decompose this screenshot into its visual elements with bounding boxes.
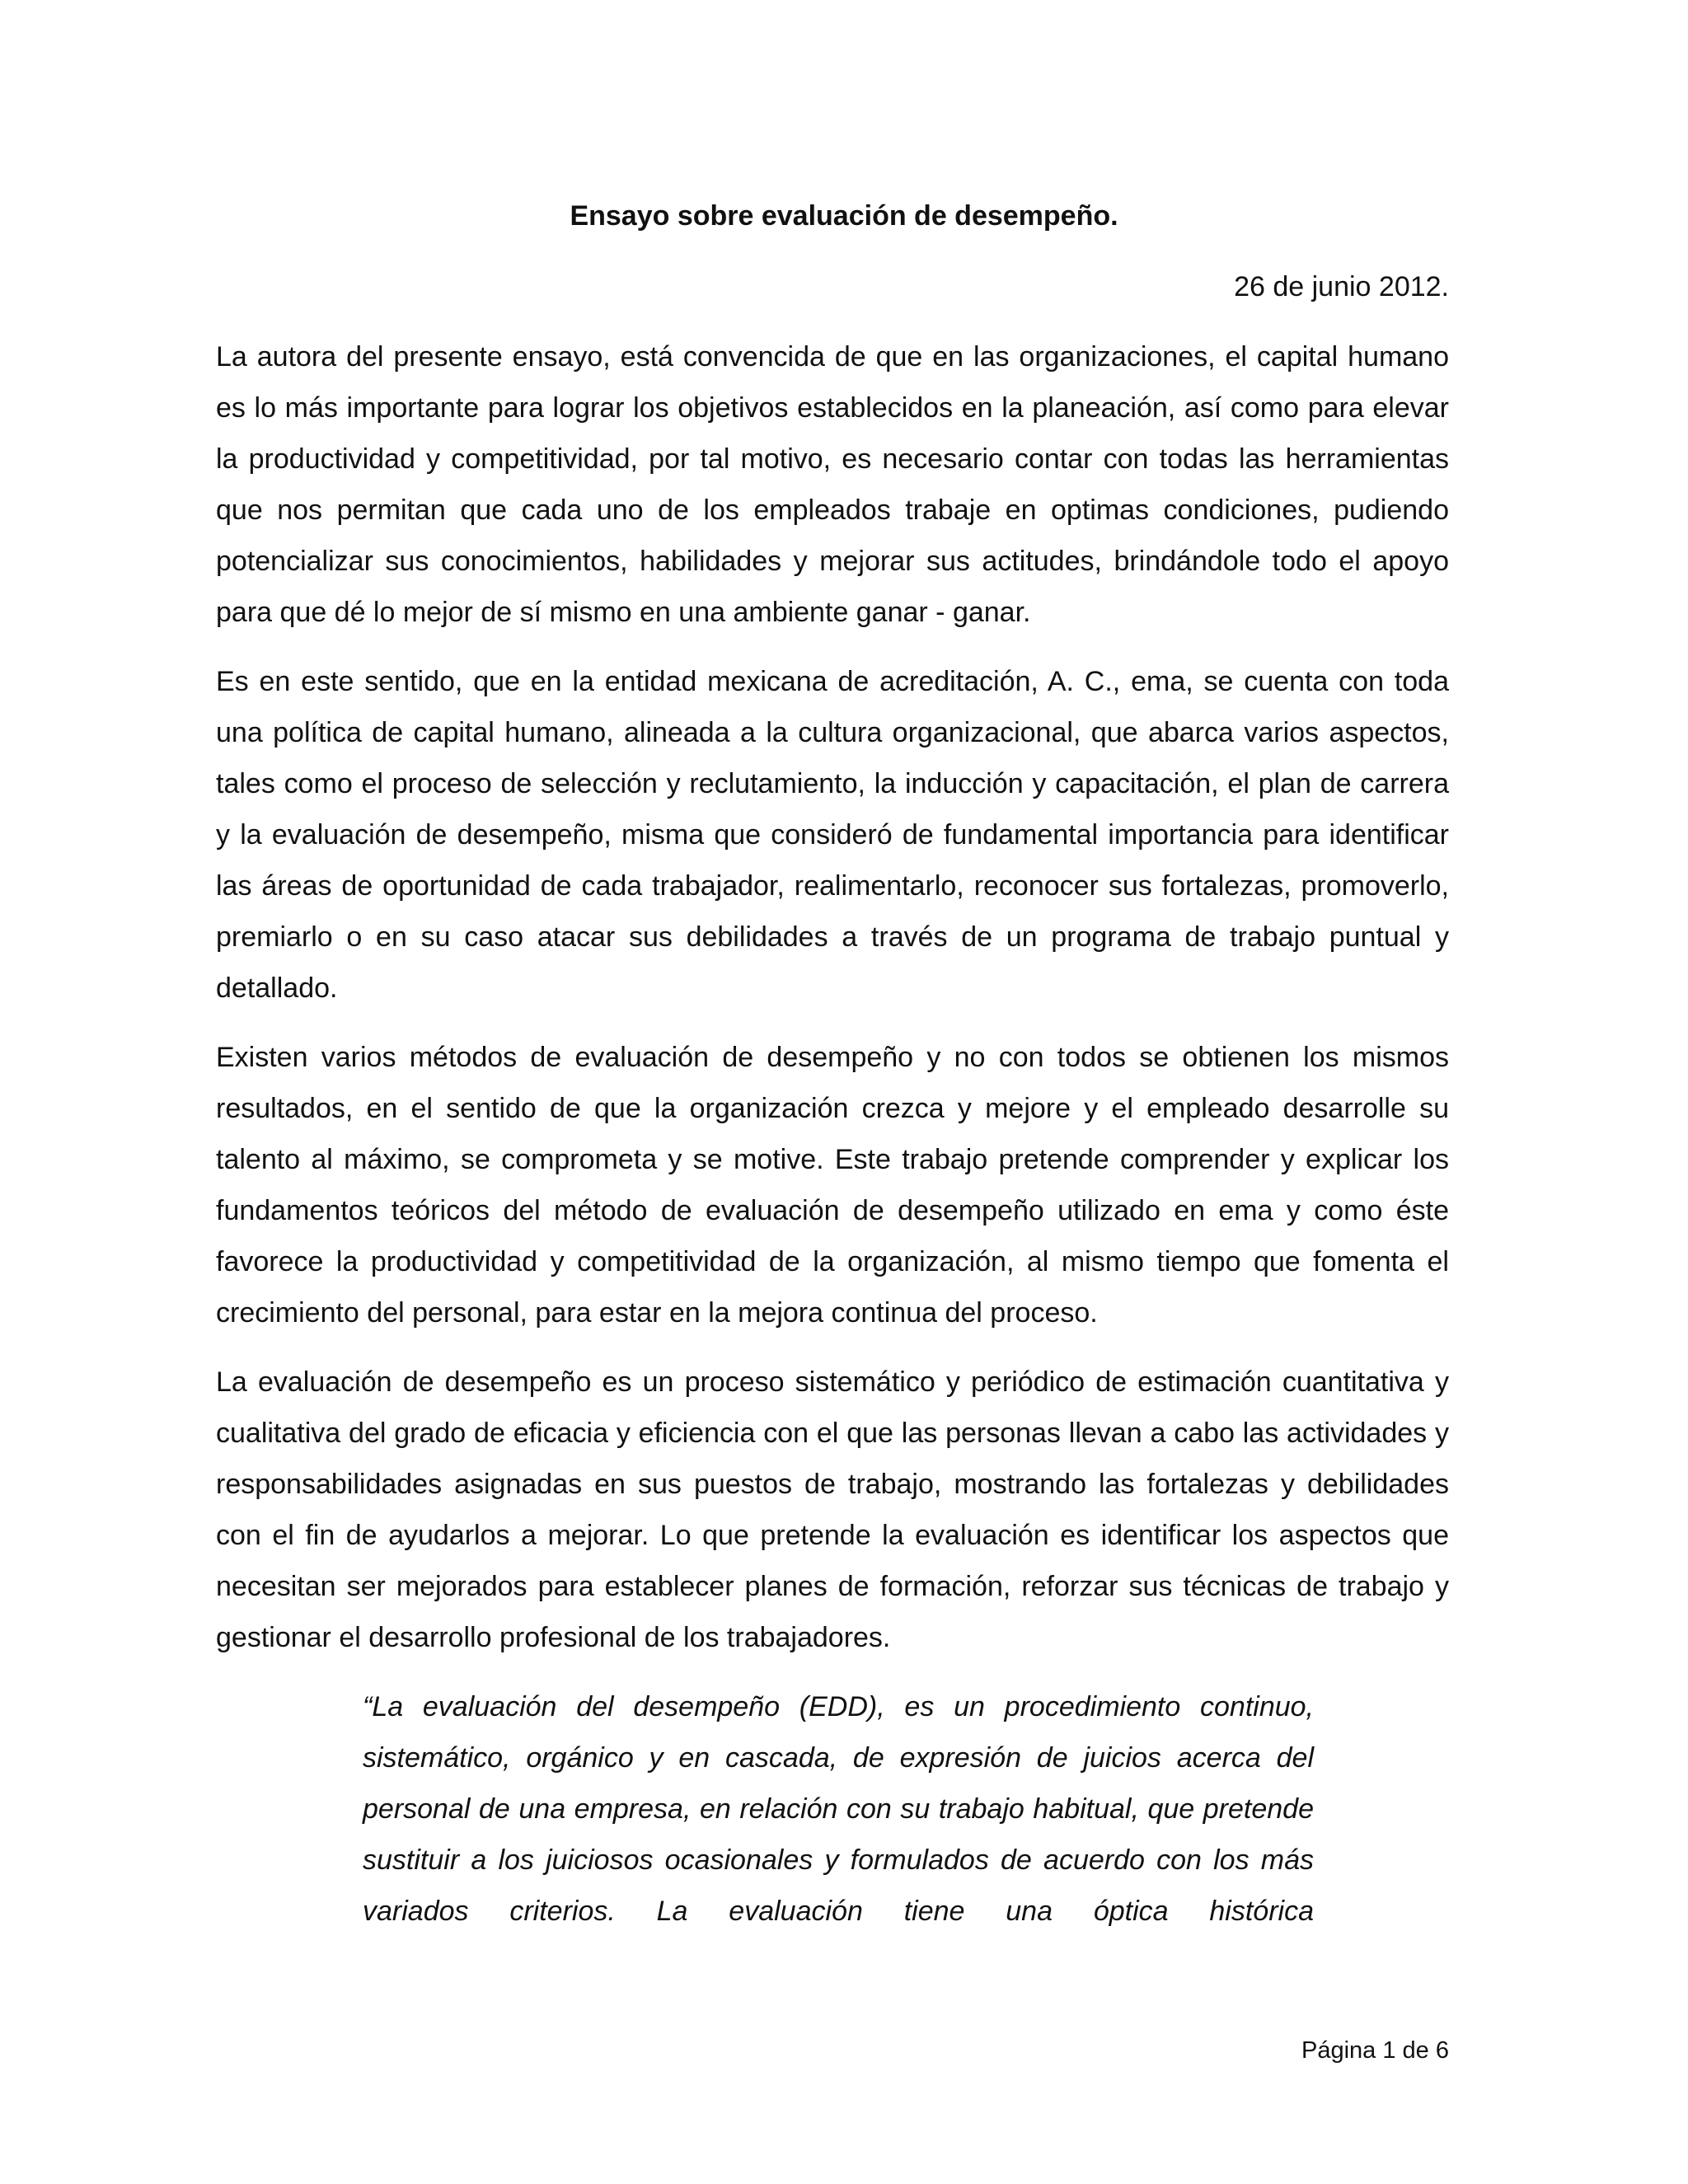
document-body <box>216 331 1449 1681</box>
paragraph-1: La autora del presente ensayo, está convencida de que en las organizaciones, el capital humano es lo más importante para lograr los objetivos establecidos en la planeación, así como para elevar la productividad y competitividad, por tal motivo, es necesario contar con todas las herramientas que nos permitan que cada uno de los empleados trabaje en optimas condiciones, pudiendo potencializar sus conocimientos, habilidades y mejorar sus actitudes, brindándole todo el apoyo para que dé lo mejor de sí mismo en una ambiente ganar - ganar. <box>216 341 1449 628</box>
paragraph-3: Existen varios métodos de evaluación de desempeño y no con todos se obtienen los mismos resultados, en el sentido de que la organización crezca y mejore y el empleado desarrolle su talento al máximo, se comprometa y se motive. Este trabajo pretende comprender y explicar los fundamentos teóricos del método de evaluación de desempeño utilizado en ema y como éste favorece la productividad y competitividad de la organización, al mismo tiempo que fomenta el crecimiento del personal, para estar en la mejora continua del proceso. <box>216 1042 1449 1329</box>
document-date: 26 de junio 2012. <box>1234 271 1449 302</box>
paragraph-2: Es en este sentido, que en la entidad mexicana de acreditación, A. C., ema, se cuenta con toda una política de capital humano, alineada a la cultura organizacional, que abarca varios aspectos, tales como el proceso de selección y reclutamiento, la inducción y capacitación, el plan de carrera y la evaluación de desempeño, misma que consideró de fundamental importancia para identificar las áreas de oportunidad de cada trabajador, realimentarlo, reconocer sus fortalezas, promoverlo, premiarlo o en su caso atacar sus debilidades a través de un programa de trabajo puntual y detallado. <box>216 666 1449 1004</box>
block-quote: “La evaluación del desempeño (EDD), es un procedimiento continuo, sistemático, orgánico y en cascada, de expresión de juicios acerca del personal de una empresa, en relación con su trabajo habitual, que pretende sustituir a los juiciosos ocasionales y formulados de acuerdo con los más variados criterios. La evaluación tiene una óptica histórica <box>363 1691 1314 1927</box>
paragraph-4: La evaluación de desempeño es un proceso sistemático y periódico de estimación cuantitativa y cualitativa del grado de eficacia y eficiencia con el que las personas llevan a cabo las actividades y responsabilidades asignadas en sus puestos de trabajo, mostrando las fortalezas y debilidades con el fin de ayudarlos a mejorar. Lo que pretende la evaluación es identificar los aspectos que necesitan ser mejorados para establecer planes de formación, reforzar sus técnicas de trabajo y gestionar el desarrollo profesional de los trabajadores. <box>216 1366 1449 1653</box>
page-number: Página 1 de 6 <box>1301 2037 1449 2064</box>
document-title: Ensayo sobre evaluación de desempeño. <box>570 200 1118 232</box>
